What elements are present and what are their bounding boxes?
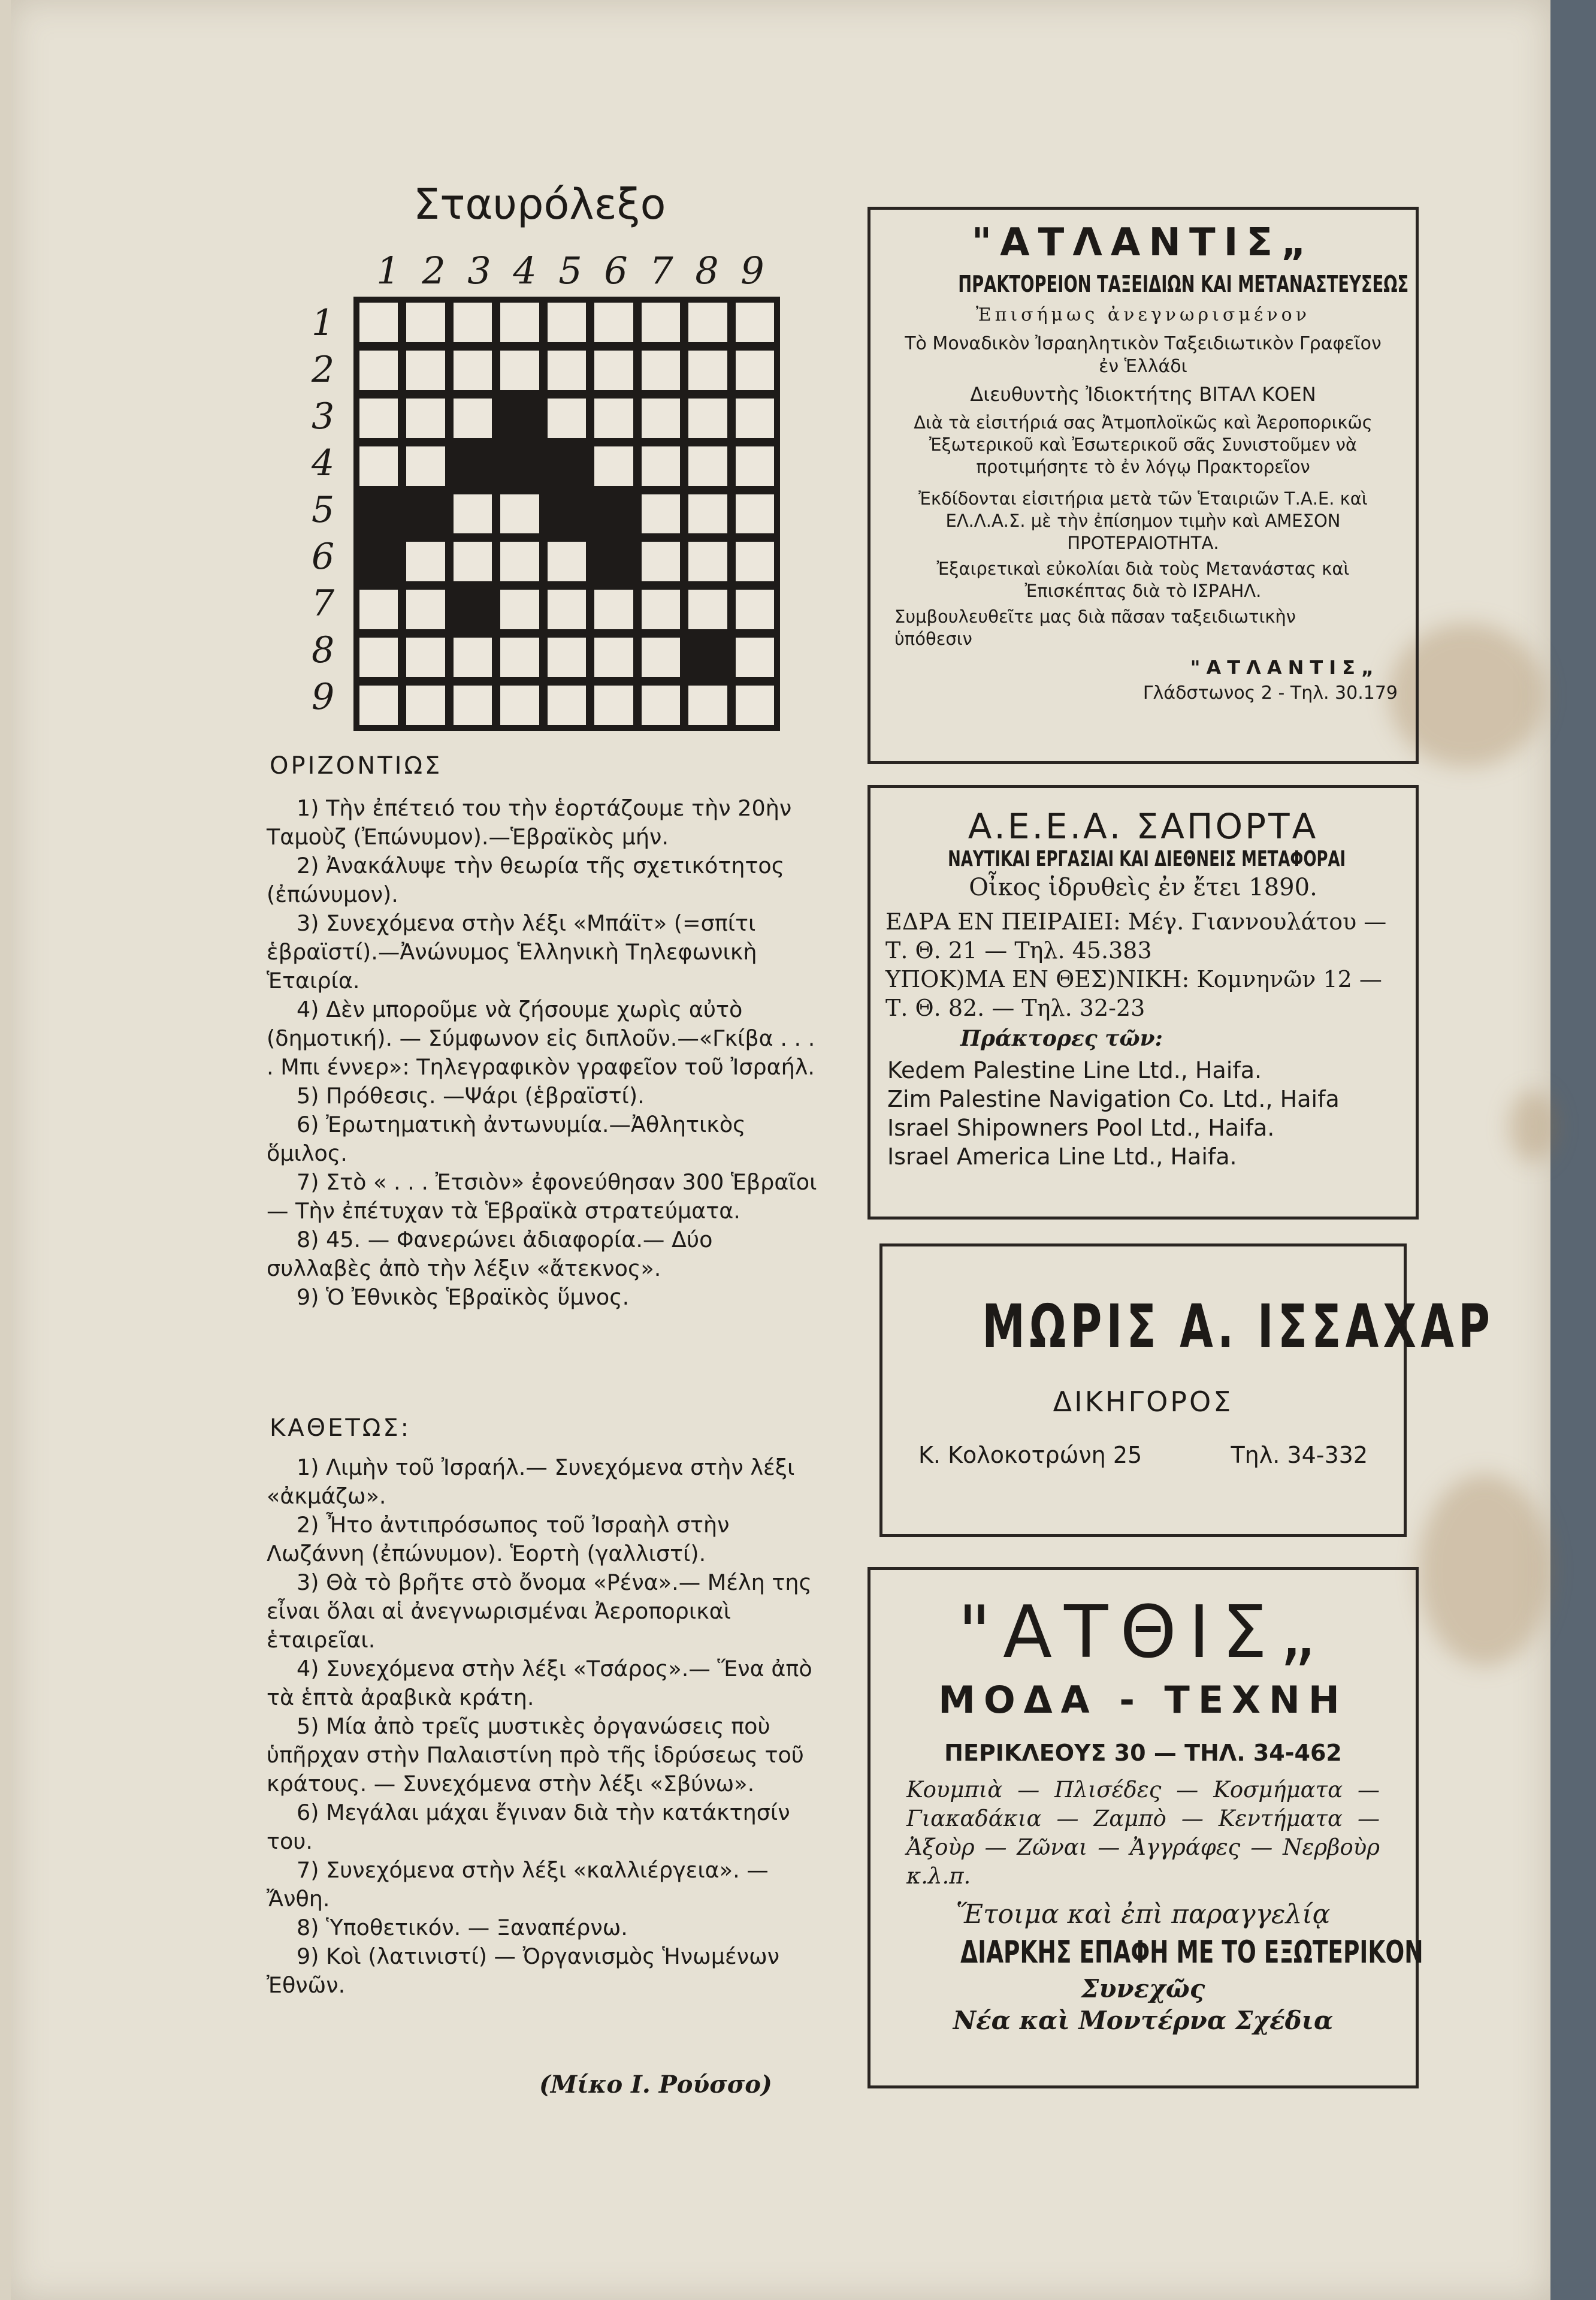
atlantis-line5: Συμβουλευθεῖτε μας διὰ πᾶσαν ταξειδιωτικὴν ὑπόθεσιν — [894, 606, 1296, 649]
row-numbers — [312, 300, 334, 720]
white-cell — [688, 590, 727, 629]
white-cell — [594, 351, 633, 390]
white-cell — [500, 686, 539, 725]
down-clue: 9) Κοὶ (λατινιστί) — Ὀργανισμὸς Ἡνωμένων Ἐθνῶν. — [267, 1943, 780, 1998]
saporta-subtitle: ΝΑΥΤΙΚΑΙ ΕΡΓΑΣΙΑΙ ΚΑΙ ΔΙΕΘΝΕΙΣ ΜΕΤΑΦΟΡΑΙ — [948, 847, 1346, 871]
down-clue: 6) Μεγάλαι μάχαι ἔγιναν διὰ τὴν κατάκτησίν του. — [267, 1800, 790, 1854]
white-cell — [548, 542, 586, 581]
white-cell — [736, 542, 774, 581]
white-cell — [736, 590, 774, 629]
down-clue: 8) Ὑποθετικόν. — Ξαναπέρνω. — [297, 1915, 628, 1940]
white-cell — [406, 399, 445, 438]
white-cell — [736, 494, 774, 534]
issachar-address: Κ. Κολοκοτρώνη 25 — [918, 1442, 1142, 1468]
scan-edge — [1550, 0, 1596, 2300]
atlantis-recognized: Ἐπισήμως ἀνεγνωρισμένον — [976, 304, 1310, 325]
black-cell — [594, 542, 633, 581]
white-cell — [548, 351, 586, 390]
atthis-name: "ΑΤΘΙΣ„ — [957, 1591, 1329, 1674]
white-cell — [500, 303, 539, 342]
atlantis-line1: Τὸ Μοναδικὸν Ἰσραηλητικὸν Ταξειδιωτικὸν Γραφεῖον ἐν Ἑλλάδι — [905, 333, 1382, 377]
atthis-tagline: ΜΟΔΑ - ΤΕΧΝΗ — [938, 1678, 1348, 1722]
white-cell — [594, 590, 633, 629]
white-cell — [406, 351, 445, 390]
white-cell — [548, 303, 586, 342]
white-cell — [594, 399, 633, 438]
white-cell — [736, 638, 774, 677]
white-cell — [736, 446, 774, 486]
across-clue: 3) Συνεχόμενα στὴν λέξι «Μπάϊτ» (=σπίτι ἑβραϊστί).—Ἀνώνυμος Ἑλληνικὴ Τηλεφωνικὴ Ἑταιρία. — [267, 910, 757, 994]
column-number: 5 — [558, 249, 582, 292]
column-number: 8 — [695, 249, 719, 292]
saporta-agents-label: Πράκτορες τῶν: — [960, 1026, 1163, 1051]
white-cell — [406, 446, 445, 486]
agent-line: Kedem Palestine Line Ltd., Haifa. — [887, 1057, 1262, 1083]
black-cell — [548, 494, 586, 534]
column-number: 7 — [649, 249, 673, 292]
stain — [1419, 1474, 1550, 1666]
white-cell — [642, 494, 680, 534]
across-clue: 8) 45. — Φανερώνει ἀδιαφορία.— Δύο συλλαβὲς ἀπὸ τὴν λέξιν «ἄτεκνος». — [267, 1227, 713, 1281]
row-number: 3 — [312, 396, 335, 437]
row-number: 2 — [312, 349, 335, 391]
white-cell — [500, 638, 539, 677]
black-cell — [406, 494, 445, 534]
white-cell — [359, 590, 398, 629]
white-cell — [688, 303, 727, 342]
white-cell — [642, 686, 680, 725]
down-heading: ΚΑΘΕΤΩΣ: — [270, 1414, 412, 1442]
ad-issachar — [879, 1243, 1495, 1537]
white-cell — [359, 399, 398, 438]
down-clue: 7) Συνεχόμενα στὴν λέξι «καλλιέργεια». — Ἄνθη. — [267, 1857, 769, 1912]
white-cell — [359, 638, 398, 677]
down-clue: 2) Ἦτο ἀντιπρόσωπος τοῦ Ἰσραὴλ στὴν Λωζάννη (ἐπώνυμον). Ἑορτὴ (γαλλιστί). — [267, 1512, 730, 1566]
white-cell — [406, 542, 445, 581]
agent-line: Zim Palestine Navigation Co. Ltd., Haifa — [887, 1086, 1340, 1112]
white-cell — [454, 638, 492, 677]
across-clue: 7) Στὸ « . . . Ἐτσιὸν» ἐφονεύθησαν 300 Ἑβραῖοι — Τὴν ἐπέτυχαν τὰ Ἑβραϊκὰ στρατεύματα. — [267, 1169, 817, 1224]
column-number: 4 — [513, 249, 537, 292]
white-cell — [594, 446, 633, 486]
white-cell — [359, 446, 398, 486]
across-clue: 4) Δὲν μποροῦμε νὰ ζήσουμε χωρὶς αὐτὸ (δημοτική). — Σύμφωνον εἰς διπλοῦν.—«Γκίβα . . . . Μπι έννερ»: Τηλεγραφικὸν γραφεῖον τοῦ Ἰσραήλ. — [267, 997, 815, 1080]
atlantis-name-footer: "ΑΤΛΑΝΤΙΣ„ — [1190, 656, 1380, 679]
saporta-agents — [870, 1056, 1416, 1171]
white-cell — [359, 303, 398, 342]
black-cell — [548, 446, 586, 486]
white-cell — [736, 686, 774, 725]
issachar-phone: Τηλ. 34-332 — [1231, 1442, 1368, 1468]
white-cell — [500, 494, 539, 534]
white-cell — [688, 351, 727, 390]
across-clues — [267, 794, 824, 1312]
atlantis-subtitle: ΠΡΑΚΤΟΡΕΙΟΝ ΤΑΞΕΙΔΙΩΝ ΚΑΙ ΜΕΤΑΝΑΣΤΕΥΣΕΩΣ — [958, 271, 1409, 297]
down-clue: 1) Λιμὴν τοῦ Ἰσραήλ.— Συνεχόμενα στὴν λέξι «ἀκμάζω». — [267, 1454, 795, 1509]
black-cell — [500, 399, 539, 438]
signature: (Μίκο Ι. Ρούσσο) — [539, 2070, 772, 2099]
white-cell — [642, 303, 680, 342]
stain — [1509, 1091, 1556, 1163]
column-number: 3 — [467, 249, 491, 292]
white-cell — [736, 399, 774, 438]
white-cell — [688, 542, 727, 581]
across-clue: 5) Πρόθεσις. —Ψάρι (ἑβραϊστί). — [297, 1083, 645, 1109]
atlantis-line3: Ἐκδίδονται εἰσιτήρια μετὰ τῶν Ἑταιριῶν Τ.Α.Ε. καὶ ΕΛ.Λ.Α.Σ. μὲ τὴν ἐπίσημον τιμὴν καὶ ΑΜΕΣΟΝ ΠΡΟΤΕΡΑΙΟΤΗΤΑ. — [918, 488, 1368, 553]
atthis-order: Ἕτοιμα καὶ ἐπὶ παραγγελίᾳ — [956, 1899, 1331, 1930]
white-cell — [406, 303, 445, 342]
agent-line: Israel America Line Ltd., Haifa. — [887, 1143, 1237, 1170]
black-cell — [359, 494, 398, 534]
white-cell — [454, 399, 492, 438]
down-clue: 4) Συνεχόμενα στὴν λέξι «Τσάρος».— Ἕνα ἀπὸ τὰ ἑπτὰ ἀραβικὰ κράτη. — [267, 1656, 812, 1710]
white-cell — [688, 446, 727, 486]
atlantis-address: Γλάδστωνος 2 - Τηλ. 30.179 — [1142, 683, 1398, 704]
atthis-address: ΠΕΡΙΚΛΕΟΥΣ 30 — ΤΗΛ. 34-462 — [944, 1740, 1342, 1766]
black-cell — [359, 542, 398, 581]
white-cell — [359, 686, 398, 725]
black-cell — [500, 446, 539, 486]
row-number: 5 — [312, 489, 335, 531]
saporta-founded: Οἶκος ἱδρυθεὶς ἐν ἔτει 1890. — [969, 874, 1317, 901]
atlantis-line4: Ἐξαιρετικαὶ εὐκολίαι διὰ τοὺς Μετανάστας καὶ Ἐπισκέπτας διὰ τὸ ΙΣΡΑΗΛ. — [936, 559, 1350, 601]
white-cell — [454, 351, 492, 390]
down-clue: 5) Μία ἀπὸ τρεῖς μυστικὲς ὀργανώσεις ποὺ ὑπῆρχαν στὴν Παλαιστίνη πρὸ τῆς ἱδρύσεως τοῦ κράτους. — Συνεχόμενα στὴν λέξι «Σβύνω». — [267, 1713, 804, 1797]
column-number: 9 — [740, 249, 764, 292]
white-cell — [406, 638, 445, 677]
atlantis-line2: Διὰ τὰ εἰσιτήριά σας Ἀτμοπλοϊκῶς καὶ Ἀεροπορικῶς Ἐξωτερικοῦ καὶ Ἐσωτερικοῦ σᾶς Συνιστοῦμεν νὰ προτιμήσητε τὸ ἐν λόγῳ Πρακτορεῖον — [914, 412, 1373, 477]
white-cell — [454, 303, 492, 342]
crossword-title: Σταυρόλεξο — [413, 180, 666, 229]
white-cell — [454, 542, 492, 581]
column-number: 1 — [376, 249, 400, 292]
white-cell — [688, 399, 727, 438]
white-cell — [548, 686, 586, 725]
crossword-grid — [353, 297, 780, 731]
white-cell — [642, 351, 680, 390]
atthis-contact: ΔΙΑΡΚΗΣ ΕΠΑΦΗ ΜΕ ΤΟ ΕΞΩΤΕΡΙΚΟΝ — [960, 1934, 1423, 1970]
white-cell — [500, 351, 539, 390]
atlantis-director: Διευθυντὴς Ἰδιοκτήτης ΒΙΤΑΛ ΚΟΕΝ — [970, 383, 1316, 406]
down-clues — [267, 1453, 824, 2000]
white-cell — [454, 686, 492, 725]
atthis-designs: Νέα καὶ Μοντέρνα Σχέδια — [953, 2006, 1334, 2035]
white-cell — [736, 303, 774, 342]
ad-atlantis — [867, 207, 1419, 764]
column-number: 2 — [422, 249, 446, 292]
atlantis-name: "ΑΤΛΑΝΤΙΣ„ — [971, 221, 1315, 265]
saporta-seat: ΕΔΡΑ ΕΝ ΠΕΙΡΑΙΕΙ: Μέγ. Γιαννουλάτου — Τ. Θ. 21 — Τηλ. 45.383 — [885, 908, 1387, 964]
white-cell — [500, 590, 539, 629]
agent-line: Israel Shipowners Pool Ltd., Haifa. — [887, 1115, 1275, 1141]
black-cell — [454, 446, 492, 486]
white-cell — [406, 590, 445, 629]
saporta-branch: ΥΠΟΚ)ΜΑ ΕΝ ΘΕΣ)ΝΙΚΗ: Κομνηνῶν 12 — Τ. Θ. 82. — Τηλ. 32-23 — [885, 966, 1382, 1021]
across-clue: 2) Ἀνακάλυψε τὴν θεωρία τῆς σχετικότητος (ἐπώνυμον). — [267, 853, 785, 907]
ad-saporta — [867, 785, 1419, 1220]
atthis-products: Κουμπιὰ — Πλισέδες — Κοσμήματα — Γιακαδάκια — Ζαμπὸ — Κεντήματα — Ἀξοὺρ — Ζῶναι — Ἀγγράφες — Νερβοὺρ κ.λ.π. — [906, 1777, 1380, 1889]
white-cell — [688, 494, 727, 534]
black-cell — [688, 638, 727, 677]
row-number: 8 — [312, 629, 335, 671]
row-number: 6 — [312, 536, 335, 578]
across-clue: 9) Ὁ Ἐθνικὸς Ἑβραϊκὸς ὕμνος. — [297, 1284, 630, 1310]
white-cell — [548, 638, 586, 677]
white-cell — [548, 399, 586, 438]
black-cell — [594, 494, 633, 534]
white-cell — [736, 351, 774, 390]
white-cell — [594, 303, 633, 342]
white-cell — [359, 351, 398, 390]
white-cell — [454, 494, 492, 534]
ad-atthis — [867, 1567, 1423, 2088]
white-cell — [642, 638, 680, 677]
white-cell — [688, 686, 727, 725]
white-cell — [642, 590, 680, 629]
atthis-continuous: Συνεχῶς — [1081, 1974, 1205, 2003]
white-cell — [406, 686, 445, 725]
white-cell — [642, 446, 680, 486]
white-cell — [500, 542, 539, 581]
row-number: 9 — [312, 676, 335, 718]
issachar-profession: ΔΙΚΗΓΟΡΟΣ — [1053, 1386, 1234, 1418]
white-cell — [594, 686, 633, 725]
down-clue: 3) Θὰ τὸ βρῆτε στὸ ὄνομα «Ρένα».— Μέλη της εἶναι ὅλαι αἱ ἀνεγνωρισμέναι Ἀεροπορικαὶ ἑταιρεῖαι. — [267, 1569, 812, 1653]
white-cell — [594, 638, 633, 677]
white-cell — [548, 590, 586, 629]
across-clue: 1) Τὴν ἐπέτειό του τὴν ἑορτάζουμε τὴν 20ὴν Ταμοὺζ (Ἐπώνυμον).—Ἑβραϊκὸς μήν. — [267, 795, 792, 850]
column-number: 6 — [604, 249, 628, 292]
black-cell — [454, 590, 492, 629]
row-number: 7 — [312, 582, 335, 624]
across-heading: ΟΡΙΖΟΝΤΙΩΣ — [270, 752, 443, 780]
issachar-name: ΜΩΡΙΣ Α. ΙΣΣΑΧΑΡ — [982, 1291, 1495, 1362]
column-numbers — [365, 249, 779, 292]
across-clue: 6) Ἐρωτηματικὴ ἀντωνυμία.—Ἀθλητικὸς ὅμιλος. — [267, 1112, 746, 1166]
row-number: 1 — [312, 302, 335, 344]
saporta-name: Α.Ε.Ε.Α. ΣΑΠΟΡΤΑ — [968, 806, 1319, 847]
white-cell — [642, 399, 680, 438]
row-number: 4 — [312, 442, 335, 484]
white-cell — [642, 542, 680, 581]
